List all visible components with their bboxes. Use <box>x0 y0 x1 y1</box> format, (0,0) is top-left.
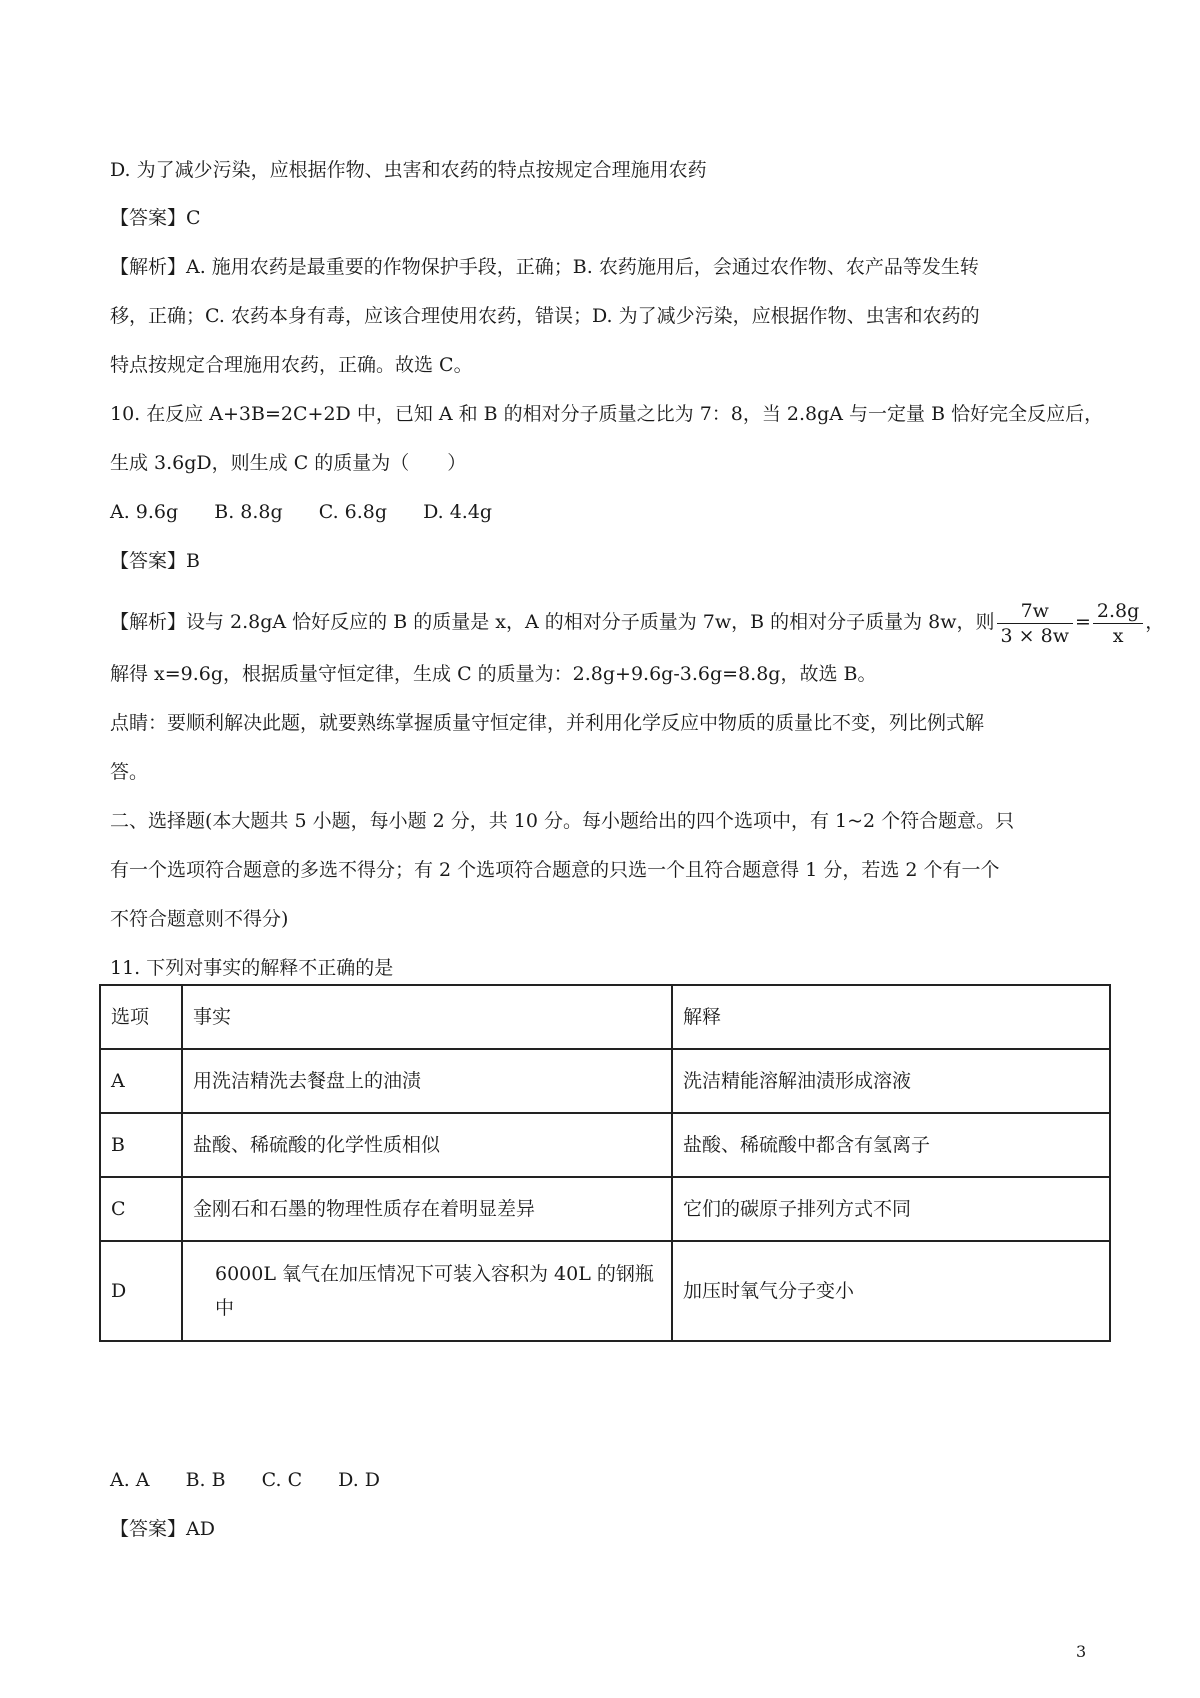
table-row: A 用洗洁精洗去餐盘上的油渍 洗洁精能溶解油渍形成溶液 <box>100 1049 1110 1113</box>
q11-stem: 11. 下列对事实的解释不正确的是 <box>110 957 394 979</box>
q11-options <box>110 1466 410 1494</box>
q11-table <box>99 984 1111 1342</box>
q9-analysis-line-1: 【解析】A. 施用农药是最重要的作物保护手段，正确；B. 农药施用后，会通过农作物、农产品等发生转 <box>110 256 979 278</box>
table-row: B 盐酸、稀硫酸的化学性质相似 盐酸、稀硫酸中都含有氢离子 <box>100 1113 1110 1177</box>
q11-option-d: D. D <box>338 1469 381 1491</box>
q10-stem-line-2: 生成 3.6gD，则生成 C 的质量为（ ） <box>110 452 467 474</box>
q10-option-b: B. 8.8g <box>214 501 283 523</box>
q11-option-c: C. C <box>261 1469 303 1491</box>
q9-analysis-line-3: 特点按规定合理施用农药，正确。故选 C。 <box>110 354 473 376</box>
q10-analysis-line-2: 解得 x=9.6g，根据质量守恒定律，生成 C 的质量为：2.8g+9.6g-3.6g=8.8g，故选 B。 <box>110 663 877 685</box>
q10-answer: 【答案】B <box>110 550 200 572</box>
header-explanation: 解释 <box>672 985 1110 1049</box>
table-row: D 6000L 氧气在加压情况下可装入容积为 40L 的钢瓶中 加压时氧气分子变小 <box>100 1241 1110 1341</box>
q10-tip-line-2: 答。 <box>110 761 149 783</box>
page-number: 3 <box>1076 1642 1087 1661</box>
q10-stem-line-1: 10. 在反应 A+3B=2C+2D 中，已知 A 和 B 的相对分子质量之比为 7：8，当 2.8gA 与一定量 B 恰好完全反应后， <box>110 403 1104 425</box>
q9-option-d: D. 为了减少污染，应根据作物、虫害和农药的特点按规定合理施用农药 <box>110 159 707 181</box>
section-2-line-1: 二、选择题(本大题共 5 小题，每小题 2 分，共 10 分。每小题给出的四个选项中，有 1~2 个符合题意。只 <box>110 810 1015 832</box>
fraction-right: $\frac{2.8g}{x}$ <box>1093 599 1143 648</box>
q11-option-a: A. A <box>110 1469 150 1491</box>
section-2-line-3: 不符合题意则不得分) <box>110 908 289 930</box>
section-2-line-2: 有一个选项符合题意的多选不得分；有 2 个选项符合题意的只选一个且符合题意得 1 分，若选 2 个有一个 <box>110 859 1000 881</box>
header-option: 选项 <box>100 985 182 1049</box>
q10-analysis-line-1 <box>110 596 1164 648</box>
q9-answer: 【答案】C <box>110 207 201 229</box>
formula-tail: ， <box>1145 611 1165 633</box>
q10-analysis-text: 【解析】设与 2.8gA 恰好反应的 B 的质量是 x，A 的相对分子质量为 7w，B 的相对分子质量为 8w，则 <box>110 611 995 633</box>
fraction-left: $\frac{7w}{3 \times 8w}$ <box>997 599 1073 648</box>
q11-answer: 【答案】AD <box>110 1518 215 1540</box>
q10-option-c: C. 6.8g <box>318 501 388 523</box>
equals-sign: = <box>1074 611 1091 633</box>
q11-option-b: B. B <box>185 1469 226 1491</box>
q9-analysis-line-2: 移，正确；C. 农药本身有毒，应该合理使用农药，错误；D. 为了减少污染，应根据作物、虫害和农药的 <box>110 305 980 327</box>
q10-options <box>110 498 522 526</box>
header-fact: 事实 <box>182 985 672 1049</box>
q10-option-a: A. 9.6g <box>110 501 179 523</box>
q10-option-d: D. 4.4g <box>423 501 493 523</box>
q10-tip-line-1: 点睛：要顺利解决此题，就要熟练掌握质量守恒定律，并利用化学反应中物质的质量比不变，列比例式解 <box>110 712 985 734</box>
table-header-row <box>100 985 1110 1049</box>
table-row: C 金刚石和石墨的物理性质存在着明显差异 它们的碳原子排列方式不同 <box>100 1177 1110 1241</box>
